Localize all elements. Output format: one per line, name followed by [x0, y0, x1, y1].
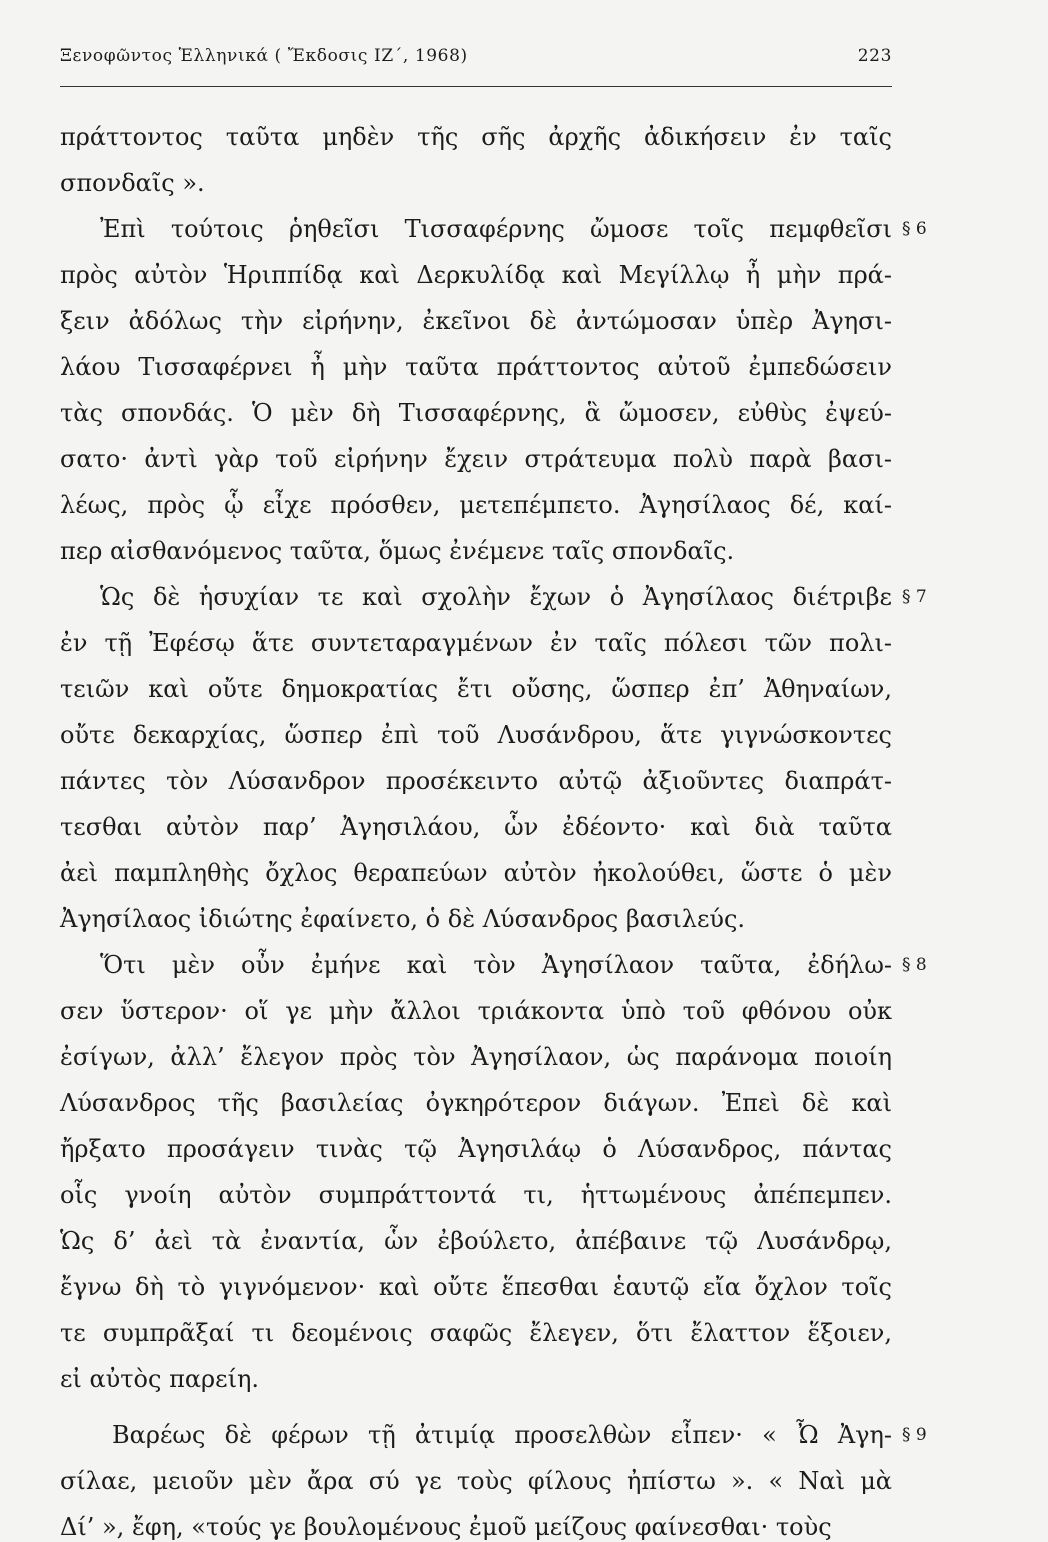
text-line: σίλαε, μειοῦν μὲν ἄρα σύ γε τοὺς φίλους ἠπίστω ». « Ναὶ μὰ: [60, 1467, 892, 1495]
text-line: Ἀγησίλαος ἰδιώτης ἐφαίνετο, ὁ δὲ Λύσανδρος βασιλεύς.: [60, 905, 746, 933]
page-number: 223: [857, 46, 892, 66]
section-mark: § 6: [902, 219, 927, 239]
text-line: τειῶν καὶ οὔτε δημοκρατίας ἔτι οὔσης, ὥσπερ ἐπ’ Ἀθηναίων,: [60, 675, 892, 703]
text-line: ἔγνω δὴ τὸ γιγνόμενον· καὶ οὔτε ἕπεσθαι ἑαυτῷ εἴα ὄχλον τοῖς: [60, 1273, 892, 1301]
text-line: περ αἰσθανόμενος ταῦτα, ὅμως ἐνέμενε ταῖς σπονδαῖς.: [60, 537, 735, 565]
section-mark: § 9: [902, 1425, 927, 1445]
text-line: Ὡς δ’ ἀεὶ τὰ ἐναντία, ὧν ἐβούλετο, ἀπέβαινε τῷ Λυσάνδρῳ,: [60, 1227, 892, 1255]
text-line: οἷς γνοίη αὐτὸν συμπράττοντά τι, ἡττωμένους ἀπέπεμπεν.: [60, 1181, 892, 1209]
text-line: Ὅτι μὲν οὖν ἐμήνε καὶ τὸν Ἀγησίλαον ταῦτα, ἐδήλω-: [100, 951, 892, 979]
text-line: Ὡς δὲ ἡσυχίαν τε καὶ σχολὴν ἔχων ὁ Ἀγησίλαος διέτριβε: [100, 583, 892, 611]
text-line: ξειν ἀδόλως τὴν εἰρήνην, ἐκεῖνοι δὲ ἀντώμοσαν ὑπὲρ Ἀγησι-: [60, 307, 892, 335]
text-line: τεσθαι αὐτὸν παρ’ Ἀγησιλάου, ὧν ἐδέοντο· καὶ διὰ ταῦτα: [60, 813, 892, 841]
text-line: τὰς σπονδάς. Ὁ μὲν δὴ Τισσαφέρνης, ἃ ὤμοσεν, εὐθὺς ἐψεύ-: [60, 399, 892, 427]
text-line: Λύσανδρος τῆς βασιλείας ὀγκηρότερον διάγων. Ἐπεὶ δὲ καὶ: [60, 1089, 892, 1117]
section-mark: § 8: [902, 955, 927, 975]
text-line: τε συμπρᾶξαί τι δεομένοις σαφῶς ἔλεγεν, ὅτι ἔλαττον ἕξοιεν,: [60, 1319, 892, 1347]
text-line: πράττοντος ταῦτα μηδὲν τῆς σῆς ἀρχῆς ἀδικήσειν ἐν ταῖς: [60, 123, 892, 151]
text-line: πάντες τὸν Λύσανδρον προσέκειντο αὐτῷ ἀξιοῦντες διαπράτ-: [60, 767, 892, 795]
text-line: σατο· ἀντὶ γὰρ τοῦ εἰρήνην ἔχειν στράτευμα πολὺ παρὰ βασι-: [60, 445, 892, 473]
text-line: Βαρέως δὲ φέρων τῇ ἀτιμίᾳ προσελθὼν εἶπεν· « Ὦ Ἀγη-: [112, 1421, 892, 1449]
section-mark: § 7: [902, 587, 927, 607]
text-line: εἰ αὐτὸς παρείη.: [60, 1365, 260, 1393]
text-line: πρὸς αὐτὸν Ἡριππίδᾳ καὶ Δερκυλίδᾳ καὶ Μεγίλλῳ ἦ μὴν πρά-: [60, 261, 892, 289]
running-header: [60, 40, 892, 80]
text-line: Δί’ », ἔφη, «τούς γε βουλομένους ἐμοῦ μείζους φαίνεσθαι· τοὺς: [60, 1513, 832, 1541]
text-line: ἐσίγων, ἀλλ’ ἔλεγον πρὸς τὸν Ἀγησίλαον, ὡς παράνομα ποιοίη: [60, 1043, 892, 1071]
header-rule: [60, 86, 892, 87]
text-line: σπονδαῖς ».: [60, 169, 205, 197]
text-line: σεν ὕστερον· οἵ γε μὴν ἄλλοι τριάκοντα ὑπὸ τοῦ φθόνου οὐκ: [60, 997, 892, 1025]
text-line: Ἐπὶ τούτοις ῥηθεῖσι Τισσαφέρνης ὤμοσε τοῖς πεμφθεῖσι: [100, 215, 892, 243]
text-line: ἀεὶ παμπληθὴς ὄχλος θεραπεύων αὐτὸν ἠκολούθει, ὥστε ὁ μὲν: [60, 859, 892, 887]
text-line: λέως, πρὸς ᾧ εἶχε πρόσθεν, μετεπέμπετο. Ἀγησίλαος δέ, καί-: [60, 491, 892, 519]
running-title: Ξενοφῶντος Ἑλληνικά ( Ἔκδοσις ΙΖ΄, 1968): [60, 46, 468, 66]
text-line: οὔτε δεκαρχίας, ὥσπερ ἐπὶ τοῦ Λυσάνδρου, ἅτε γιγνώσκοντες: [60, 721, 892, 749]
text-line: ἤρξατο προσάγειν τινὰς τῷ Ἀγησιλάῳ ὁ Λύσανδρος, πάντας: [60, 1135, 892, 1163]
text-line: ἐν τῇ Ἐφέσῳ ἅτε συντεταραγμένων ἐν ταῖς πόλεσι τῶν πολι-: [60, 629, 892, 657]
text-line: λάου Τισσαφέρνει ἦ μὴν ταῦτα πράττοντος αὐτοῦ ἐμπεδώσειν: [60, 353, 892, 381]
